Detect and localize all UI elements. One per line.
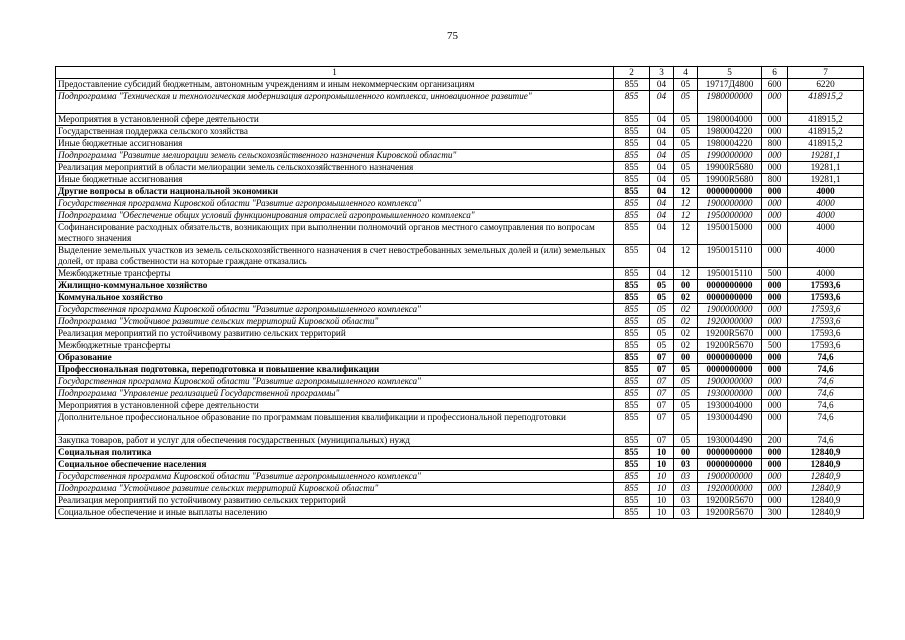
target-article-cell: 1930004000 xyxy=(698,400,762,412)
row-name-cell: Иные бюджетные ассигнования xyxy=(56,138,614,150)
amount-cell: 74,6 xyxy=(788,400,864,412)
amount-cell: 74,6 xyxy=(788,435,864,447)
amount-cell: 12840,9 xyxy=(788,459,864,471)
row-name-cell: Предоставление субсидий бюджетным, автономным учреждениям и иным некоммерческим организациям xyxy=(56,79,614,91)
row-name-cell: Закупка товаров, работ и услуг для обеспечения государственных (муниципальных) нужд xyxy=(56,435,614,447)
header-row xyxy=(56,67,864,79)
row-name-cell: Профессиональная подготовка, переподготовка и повышение квалификации xyxy=(56,364,614,376)
expense-type-cell: 000 xyxy=(762,483,788,495)
amount-cell: 418915,2 xyxy=(788,138,864,150)
row-name-cell: Государственная поддержка сельского хозяйства xyxy=(56,126,614,138)
table-row xyxy=(56,91,864,114)
section-code-cell: 04 xyxy=(650,79,674,91)
subsection-code-cell: 12 xyxy=(674,210,698,222)
section-code-cell: 04 xyxy=(650,186,674,198)
subsection-code-cell: 00 xyxy=(674,352,698,364)
ministry-code-cell: 855 xyxy=(614,328,650,340)
row-name-cell: Реализация мероприятий по устойчивому развитию сельских территорий xyxy=(56,328,614,340)
expense-type-cell: 800 xyxy=(762,174,788,186)
subsection-code-cell: 03 xyxy=(674,507,698,519)
expense-type-cell: 000 xyxy=(762,447,788,459)
amount-cell: 74,6 xyxy=(788,388,864,400)
target-article-cell: 0000000000 xyxy=(698,292,762,304)
ministry-code-cell: 855 xyxy=(614,459,650,471)
subsection-code-cell: 05 xyxy=(674,412,698,435)
target-article-cell: 1900000000 xyxy=(698,304,762,316)
table-row xyxy=(56,459,864,471)
table-row xyxy=(56,447,864,459)
table-row xyxy=(56,483,864,495)
section-code-cell: 05 xyxy=(650,280,674,292)
target-article-cell: 19200R5670 xyxy=(698,495,762,507)
subsection-code-cell: 00 xyxy=(674,447,698,459)
table-row xyxy=(56,138,864,150)
row-name-cell: Социальное обеспечение населения xyxy=(56,459,614,471)
expense-type-cell: 000 xyxy=(762,412,788,435)
subsection-code-cell: 05 xyxy=(674,174,698,186)
row-name-cell: Государственная программа Кировской области "Развитие агропромышленного комплекса" xyxy=(56,304,614,316)
row-name-cell: Мероприятия в установленной сфере деятельности xyxy=(56,400,614,412)
row-name-cell: Подпрограмма "Обеспечение общих условий функционирования отраслей агропромышленного комплекса" xyxy=(56,210,614,222)
expense-type-cell: 000 xyxy=(762,388,788,400)
ministry-code-cell: 855 xyxy=(614,150,650,162)
section-code-cell: 10 xyxy=(650,483,674,495)
amount-cell: 6220 xyxy=(788,79,864,91)
table-row xyxy=(56,412,864,435)
amount-cell: 17593,6 xyxy=(788,328,864,340)
ministry-code-cell: 855 xyxy=(614,507,650,519)
section-code-cell: 04 xyxy=(650,222,674,245)
section-code-cell: 10 xyxy=(650,471,674,483)
ministry-code-cell: 855 xyxy=(614,114,650,126)
subsection-code-cell: 02 xyxy=(674,292,698,304)
expense-type-cell: 000 xyxy=(762,328,788,340)
expense-type-cell: 300 xyxy=(762,507,788,519)
expense-type-cell: 000 xyxy=(762,352,788,364)
target-article-cell: 1950000000 xyxy=(698,210,762,222)
amount-cell: 12840,9 xyxy=(788,483,864,495)
amount-cell: 74,6 xyxy=(788,364,864,376)
header-cell-5: 5 xyxy=(698,67,762,79)
table-row xyxy=(56,162,864,174)
amount-cell: 4000 xyxy=(788,222,864,245)
subsection-code-cell: 02 xyxy=(674,304,698,316)
subsection-code-cell: 12 xyxy=(674,222,698,245)
expense-type-cell: 000 xyxy=(762,304,788,316)
subsection-code-cell: 05 xyxy=(674,388,698,400)
section-code-cell: 07 xyxy=(650,376,674,388)
amount-cell: 19281,1 xyxy=(788,174,864,186)
target-article-cell: 1980004220 xyxy=(698,126,762,138)
budget-table xyxy=(55,66,864,519)
subsection-code-cell: 05 xyxy=(674,126,698,138)
table-row xyxy=(56,400,864,412)
ministry-code-cell: 855 xyxy=(614,316,650,328)
header-cell-2: 2 xyxy=(614,67,650,79)
ministry-code-cell: 855 xyxy=(614,268,650,280)
ministry-code-cell: 855 xyxy=(614,364,650,376)
section-code-cell: 04 xyxy=(650,162,674,174)
expense-type-cell: 000 xyxy=(762,400,788,412)
header-cell-4: 4 xyxy=(674,67,698,79)
target-article-cell: 19717Д4800 xyxy=(698,79,762,91)
amount-cell: 418915,2 xyxy=(788,126,864,138)
section-code-cell: 10 xyxy=(650,507,674,519)
expense-type-cell: 000 xyxy=(762,186,788,198)
expense-type-cell: 000 xyxy=(762,198,788,210)
subsection-code-cell: 05 xyxy=(674,435,698,447)
amount-cell: 74,6 xyxy=(788,376,864,388)
amount-cell: 12840,9 xyxy=(788,495,864,507)
amount-cell: 17593,6 xyxy=(788,340,864,352)
section-code-cell: 04 xyxy=(650,114,674,126)
row-name-cell: Иные бюджетные ассигнования xyxy=(56,174,614,186)
section-code-cell: 04 xyxy=(650,268,674,280)
table-row xyxy=(56,198,864,210)
table-row xyxy=(56,245,864,268)
expense-type-cell: 200 xyxy=(762,435,788,447)
row-name-cell: Государственная программа Кировской области "Развитие агропромышленного комплекса" xyxy=(56,471,614,483)
table-row xyxy=(56,316,864,328)
target-article-cell: 1900000000 xyxy=(698,198,762,210)
target-article-cell: 1980004220 xyxy=(698,138,762,150)
expense-type-cell: 000 xyxy=(762,162,788,174)
subsection-code-cell: 00 xyxy=(674,280,698,292)
ministry-code-cell: 855 xyxy=(614,280,650,292)
row-name-cell: Жилищно-коммунальное хозяйство xyxy=(56,280,614,292)
ministry-code-cell: 855 xyxy=(614,352,650,364)
subsection-code-cell: 02 xyxy=(674,316,698,328)
target-article-cell: 19200R5670 xyxy=(698,328,762,340)
target-article-cell: 1930000000 xyxy=(698,388,762,400)
target-article-cell: 19200R5670 xyxy=(698,507,762,519)
target-article-cell: 1980000000 xyxy=(698,91,762,114)
row-name-cell: Подпрограмма "Устойчивое развитие сельских территорий Кировской области" xyxy=(56,316,614,328)
amount-cell: 17593,6 xyxy=(788,304,864,316)
expense-type-cell: 000 xyxy=(762,292,788,304)
target-article-cell: 0000000000 xyxy=(698,459,762,471)
target-article-cell: 19900R5680 xyxy=(698,162,762,174)
amount-cell: 418915,2 xyxy=(788,91,864,114)
table-row xyxy=(56,471,864,483)
ministry-code-cell: 855 xyxy=(614,126,650,138)
table-row xyxy=(56,186,864,198)
subsection-code-cell: 03 xyxy=(674,471,698,483)
section-code-cell: 04 xyxy=(650,198,674,210)
amount-cell: 12840,9 xyxy=(788,507,864,519)
section-code-cell: 07 xyxy=(650,364,674,376)
subsection-code-cell: 05 xyxy=(674,162,698,174)
subsection-code-cell: 05 xyxy=(674,150,698,162)
expense-type-cell: 000 xyxy=(762,210,788,222)
table-row xyxy=(56,150,864,162)
amount-cell: 19281,1 xyxy=(788,162,864,174)
ministry-code-cell: 855 xyxy=(614,400,650,412)
section-code-cell: 05 xyxy=(650,340,674,352)
amount-cell: 74,6 xyxy=(788,412,864,435)
row-name-cell: Подпрограмма "Устойчивое развитие сельских территорий Кировской области" xyxy=(56,483,614,495)
amount-cell: 17593,6 xyxy=(788,292,864,304)
page-number: 75 xyxy=(447,30,458,42)
subsection-code-cell: 12 xyxy=(674,268,698,280)
table-row xyxy=(56,364,864,376)
ministry-code-cell: 855 xyxy=(614,198,650,210)
subsection-code-cell: 05 xyxy=(674,138,698,150)
ministry-code-cell: 855 xyxy=(614,412,650,435)
table-row xyxy=(56,280,864,292)
section-code-cell: 07 xyxy=(650,435,674,447)
target-article-cell: 19900R5680 xyxy=(698,174,762,186)
header-cell-7: 7 xyxy=(788,67,864,79)
expense-type-cell: 000 xyxy=(762,91,788,114)
target-article-cell: 0000000000 xyxy=(698,364,762,376)
amount-cell: 418915,2 xyxy=(788,114,864,126)
expense-type-cell: 600 xyxy=(762,79,788,91)
amount-cell: 4000 xyxy=(788,245,864,268)
target-article-cell: 0000000000 xyxy=(698,352,762,364)
section-code-cell: 04 xyxy=(650,210,674,222)
table-row xyxy=(56,376,864,388)
section-code-cell: 04 xyxy=(650,138,674,150)
table-row xyxy=(56,268,864,280)
amount-cell: 12840,9 xyxy=(788,447,864,459)
section-code-cell: 07 xyxy=(650,388,674,400)
expense-type-cell: 500 xyxy=(762,268,788,280)
row-name-cell: Образование xyxy=(56,352,614,364)
target-article-cell: 1920000000 xyxy=(698,483,762,495)
ministry-code-cell: 855 xyxy=(614,79,650,91)
expense-type-cell: 000 xyxy=(762,280,788,292)
row-name-cell: Подпрограмма "Техническая и технологическая модернизация агропромышленного комплекса, инновационное развитие" xyxy=(56,91,614,114)
header-cell-3: 3 xyxy=(650,67,674,79)
section-code-cell: 07 xyxy=(650,412,674,435)
expense-type-cell: 000 xyxy=(762,495,788,507)
target-article-cell: 1950015110 xyxy=(698,245,762,268)
ministry-code-cell: 855 xyxy=(614,435,650,447)
expense-type-cell: 000 xyxy=(762,471,788,483)
amount-cell: 19281,1 xyxy=(788,150,864,162)
row-name-cell: Коммунальное хозяйство xyxy=(56,292,614,304)
amount-cell: 4000 xyxy=(788,268,864,280)
amount-cell: 4000 xyxy=(788,198,864,210)
table-row xyxy=(56,388,864,400)
expense-type-cell: 500 xyxy=(762,340,788,352)
subsection-code-cell: 05 xyxy=(674,114,698,126)
ministry-code-cell: 855 xyxy=(614,471,650,483)
row-name-cell: Другие вопросы в области национальной экономики xyxy=(56,186,614,198)
ministry-code-cell: 855 xyxy=(614,91,650,114)
expense-type-cell: 000 xyxy=(762,459,788,471)
ministry-code-cell: 855 xyxy=(614,304,650,316)
target-article-cell: 1980004000 xyxy=(698,114,762,126)
row-name-cell: Софинансирование расходных обязательств, возникающих при выполнении полномочий органов местного самоуправления по вопросам местного значения xyxy=(56,222,614,245)
amount-cell: 4000 xyxy=(788,186,864,198)
expense-type-cell: 000 xyxy=(762,150,788,162)
row-name-cell: Реализация мероприятий в области мелиорации земель сельскохозяйственного назначения xyxy=(56,162,614,174)
subsection-code-cell: 12 xyxy=(674,245,698,268)
table-row xyxy=(56,174,864,186)
subsection-code-cell: 05 xyxy=(674,400,698,412)
subsection-code-cell: 02 xyxy=(674,340,698,352)
section-code-cell: 04 xyxy=(650,245,674,268)
table-row xyxy=(56,210,864,222)
table-row xyxy=(56,79,864,91)
target-article-cell: 1930004490 xyxy=(698,435,762,447)
table-row xyxy=(56,222,864,245)
subsection-code-cell: 05 xyxy=(674,364,698,376)
expense-type-cell: 800 xyxy=(762,138,788,150)
target-article-cell: 1900000000 xyxy=(698,376,762,388)
amount-cell: 17593,6 xyxy=(788,280,864,292)
ministry-code-cell: 855 xyxy=(614,222,650,245)
amount-cell: 74,6 xyxy=(788,352,864,364)
target-article-cell: 1920000000 xyxy=(698,316,762,328)
table-row xyxy=(56,114,864,126)
ministry-code-cell: 855 xyxy=(614,495,650,507)
ministry-code-cell: 855 xyxy=(614,162,650,174)
table-row xyxy=(56,435,864,447)
section-code-cell: 04 xyxy=(650,91,674,114)
row-name-cell: Государственная программа Кировской области "Развитие агропромышленного комплекса" xyxy=(56,198,614,210)
subsection-code-cell: 03 xyxy=(674,483,698,495)
row-name-cell: Социальная политика xyxy=(56,447,614,459)
row-name-cell: Мероприятия в установленной сфере деятельности xyxy=(56,114,614,126)
target-article-cell: 1930004490 xyxy=(698,412,762,435)
ministry-code-cell: 855 xyxy=(614,376,650,388)
amount-cell: 12840,9 xyxy=(788,471,864,483)
ministry-code-cell: 855 xyxy=(614,186,650,198)
section-code-cell: 04 xyxy=(650,150,674,162)
ministry-code-cell: 855 xyxy=(614,340,650,352)
table-row xyxy=(56,507,864,519)
target-article-cell: 1900000000 xyxy=(698,471,762,483)
target-article-cell: 0000000000 xyxy=(698,186,762,198)
section-code-cell: 05 xyxy=(650,304,674,316)
table-row xyxy=(56,328,864,340)
subsection-code-cell: 05 xyxy=(674,79,698,91)
section-code-cell: 07 xyxy=(650,400,674,412)
section-code-cell: 05 xyxy=(650,292,674,304)
row-name-cell: Выделение земельных участков из земель сельскохозяйственного назначения в счет невостребованных земельных долей и (или) земельных долей, от права собственности на которые граждане отказались xyxy=(56,245,614,268)
section-code-cell: 05 xyxy=(650,316,674,328)
ministry-code-cell: 855 xyxy=(614,245,650,268)
section-code-cell: 04 xyxy=(650,174,674,186)
target-article-cell: 1990000000 xyxy=(698,150,762,162)
row-name-cell: Межбюджетные трансферты xyxy=(56,340,614,352)
table-row xyxy=(56,292,864,304)
amount-cell: 17593,6 xyxy=(788,316,864,328)
expense-type-cell: 000 xyxy=(762,316,788,328)
amount-cell: 4000 xyxy=(788,210,864,222)
expense-type-cell: 000 xyxy=(762,114,788,126)
header-cell-6: 6 xyxy=(762,67,788,79)
row-name-cell: Государственная программа Кировской области "Развитие агропромышленного комплекса" xyxy=(56,376,614,388)
section-code-cell: 10 xyxy=(650,459,674,471)
expense-type-cell: 000 xyxy=(762,364,788,376)
expense-type-cell: 000 xyxy=(762,245,788,268)
ministry-code-cell: 855 xyxy=(614,174,650,186)
target-article-cell: 0000000000 xyxy=(698,280,762,292)
subsection-code-cell: 12 xyxy=(674,186,698,198)
subsection-code-cell: 03 xyxy=(674,459,698,471)
row-name-cell: Подпрограмма "Развитие мелиорации земель сельскохозяйственного назначения Кировской области" xyxy=(56,150,614,162)
subsection-code-cell: 03 xyxy=(674,495,698,507)
table-row xyxy=(56,340,864,352)
table-row xyxy=(56,126,864,138)
ministry-code-cell: 855 xyxy=(614,388,650,400)
row-name-cell: Реализация мероприятий по устойчивому развитию сельских территорий xyxy=(56,495,614,507)
ministry-code-cell: 855 xyxy=(614,138,650,150)
subsection-code-cell: 12 xyxy=(674,198,698,210)
table-row xyxy=(56,352,864,364)
section-code-cell: 07 xyxy=(650,352,674,364)
ministry-code-cell: 855 xyxy=(614,210,650,222)
subsection-code-cell: 02 xyxy=(674,328,698,340)
expense-type-cell: 000 xyxy=(762,222,788,245)
expense-type-cell: 000 xyxy=(762,376,788,388)
subsection-code-cell: 05 xyxy=(674,91,698,114)
table-row xyxy=(56,495,864,507)
target-article-cell: 1950015110 xyxy=(698,268,762,280)
row-name-cell: Дополнительное профессиональное образование по программам повышения квалификации и профессиональной переподготовки xyxy=(56,412,614,435)
subsection-code-cell: 05 xyxy=(674,376,698,388)
row-name-cell: Межбюджетные трансферты xyxy=(56,268,614,280)
section-code-cell: 10 xyxy=(650,495,674,507)
expense-type-cell: 000 xyxy=(762,126,788,138)
target-article-cell: 19200R5670 xyxy=(698,340,762,352)
header-cell-1: 1 xyxy=(56,67,614,79)
section-code-cell: 10 xyxy=(650,447,674,459)
row-name-cell: Социальное обеспечение и иные выплаты населению xyxy=(56,507,614,519)
target-article-cell: 0000000000 xyxy=(698,447,762,459)
row-name-cell: Подпрограмма "Управление реализацией Государственной программы" xyxy=(56,388,614,400)
section-code-cell: 05 xyxy=(650,328,674,340)
ministry-code-cell: 855 xyxy=(614,292,650,304)
table-row xyxy=(56,304,864,316)
section-code-cell: 04 xyxy=(650,126,674,138)
target-article-cell: 1950015000 xyxy=(698,222,762,245)
ministry-code-cell: 855 xyxy=(614,483,650,495)
ministry-code-cell: 855 xyxy=(614,447,650,459)
